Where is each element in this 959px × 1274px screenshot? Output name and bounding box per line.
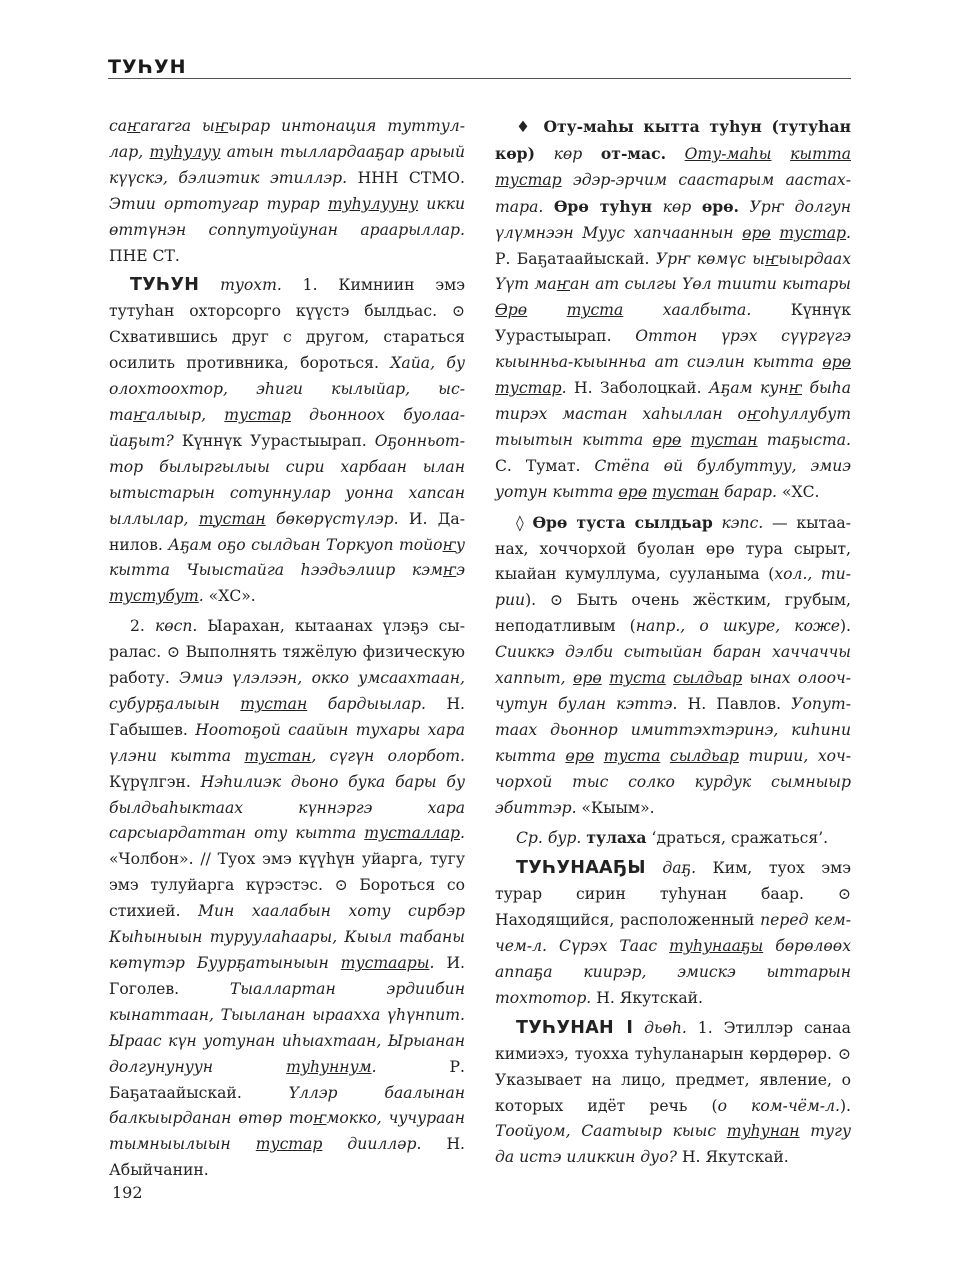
entry-tuhunan-1: ТУҺУНАН I дьөһ. 1. Этиллэр санаа кимиэхэ, туохха туһуланарын көрдөрөр. ⊙ Указывает на лицо, предмет, явление, о которых идёт речь (о ком-чём-л.). Тоойуом, Саатыыр кыыс туһунан тугу да истэ иликкин дуо? Н. Якутскай. xyxy=(495,1017,852,1167)
idiom-block-otu-mahy: ♦ Оту-маһы кытта туһун (тутуһан көр) көр от-мас. Оту-маһы кытта тустар эдэр-эрчим саастарым аастахтара. Өрө туһун көр өрө. Урҥ долгун үлүмнээн Муус хапчааннын өрө тустар. Ρ. Баҕатаайыскай. Урҥ көмүс ыҥыырдаах Үүт маҥан ат сылгы Үөл тиити кытары Өрө туста хаалбыта. Күннүк Уурастыырап. Оттон үрэх сүүргүгэ кыынньа-кыынньа ат сиэлин кытта өрө тустар. Н. Заболоцкай. Аҕам кунҥ быһа тирэх мастан хаһыллан оҥоһуллубут тыытын кытта өрө тустан таҕыста. С. Тумат. Стёпа өй булбуттуу, эмиэ уотун кытта өрө тустан барар. «ХС. xyxy=(495,117,852,501)
right-column xyxy=(495,114,851,1175)
idiom-oro-tusta-syldyar: ◊ Өрө туста сылдьар кэпс. — кытаанах, хоччорхой буолан өрө тура сырыт, кыайан кумуллума, сууланыма (хол., тирии). ⊙ Быть очень жёстким, грубым, неподатливым (напр., о шкуре, коже). Сииккэ дэлби сытыйан баран хаччаччы хаппыт, өрө туста сылдьар ынах олооччутун булан кэттэ. Н. Павлов. Уопуттаах дьоннор имиттэхтэринэ, киһини кытта өрө туста сылдьар тирии, хоччорхой тыс солко курдук сымныыр эбиттэр. «Кыым». xyxy=(495,512,851,817)
header-rule xyxy=(108,78,851,79)
etymology-note: Ср. бур. тулаха ‘драться, сражаться’. xyxy=(516,828,829,848)
entry-tuhunaagy: ТУҺУНААҔЫ даҕ. Ким, туох эмэ турар сирин туһунан баар. ⊙ Находящийся, расположенный перед кем-чем-л. Сүрэх Таас туһунааҕы бөрөлөөх аппаҕа киирэр, эмискэ ыттарын тохтотор. Н. Якутскай. xyxy=(495,858,851,1007)
entry-tuhun-sense-2: 2. көсп. Ыарахан, кытаанах үлэҕэ сыралас. ⊙ Выполнять тяжёлую физическую работу. Эмиэ үлэлээн, окко умсаахтаан, субурҕалыын тустан бардыылар. Н. Габышев. Ноотоҕой саайын тухары хара үлэни кытта тустан, сүгүн олорбот. Күрүлгэн. Нэһилиэк дьоно бука бары бу былдьаһыктаах күннэргэ хара сарсыардаттан оту кытта тусталлар. «Чолбон». // Туох эмэ күүһүн уйарга, тугу эмэ тулуйарга күрэстэс. ⊙ Бороться со стихией. Мин хаалабын хоту сирбэр Кыһыныын туруулаһаары, Кыыл табаны көтүтэр Буурҕатыныын тустаары. И. Гоголев. Тыаллартан эрдиибин кынаттаан, Тыыланан ыраахха үһүнnum. Ыраас күн уотунан иһыахтаан, Ырыанан долгунунуун туһуннум. Ρ. Баҕатаайыскай. Үллэр баалынан балкыырданан өтөр тоҥмокко, чучураан тымныылыын тустар диилләр. Н. Абыйчанин. xyxy=(109,617,466,1180)
running-header: ТУҺУН xyxy=(108,56,187,78)
page-number: 192 xyxy=(112,1183,143,1202)
entry-continuation: саҥararга ыҥырар интонация туттуллар, туһулуу атын тыллардааҕар арыый күүскэ, бэлиэтик этиллэр. ННН СТМО. Этии ортотугар турар туһулууну икки өттүнэн соппутуойунан араарыллар. ПНЕ СТ. xyxy=(109,117,466,265)
entry-tuhun: ТУҺУН туохт. 1. Кимниин эмэ тутуһан охторсорго күүстэ былдьас. ⊙ Схватившись друг с другом, стараться осилить противника, бороться. Хайа, бу олохтоохтор, эһиги кылыйар, ыстаҥалыыр, тустар дьонноох буолаайаҕыт? Күннүк Уурастыырап. Оҕонньоттор былыргылыы сири харбаан ылан ытыстарын сотуннулар уонна хапсан ыллылар, тустан бөкөрүстүлэр. И. Данилов. Аҕам оҕо сылдьан Торкуоп тойоҥу кытта Чыыстайга һээдьэлиир кэмҥэ тустубут. «ХС». xyxy=(109,275,466,606)
left-column xyxy=(109,114,465,1188)
